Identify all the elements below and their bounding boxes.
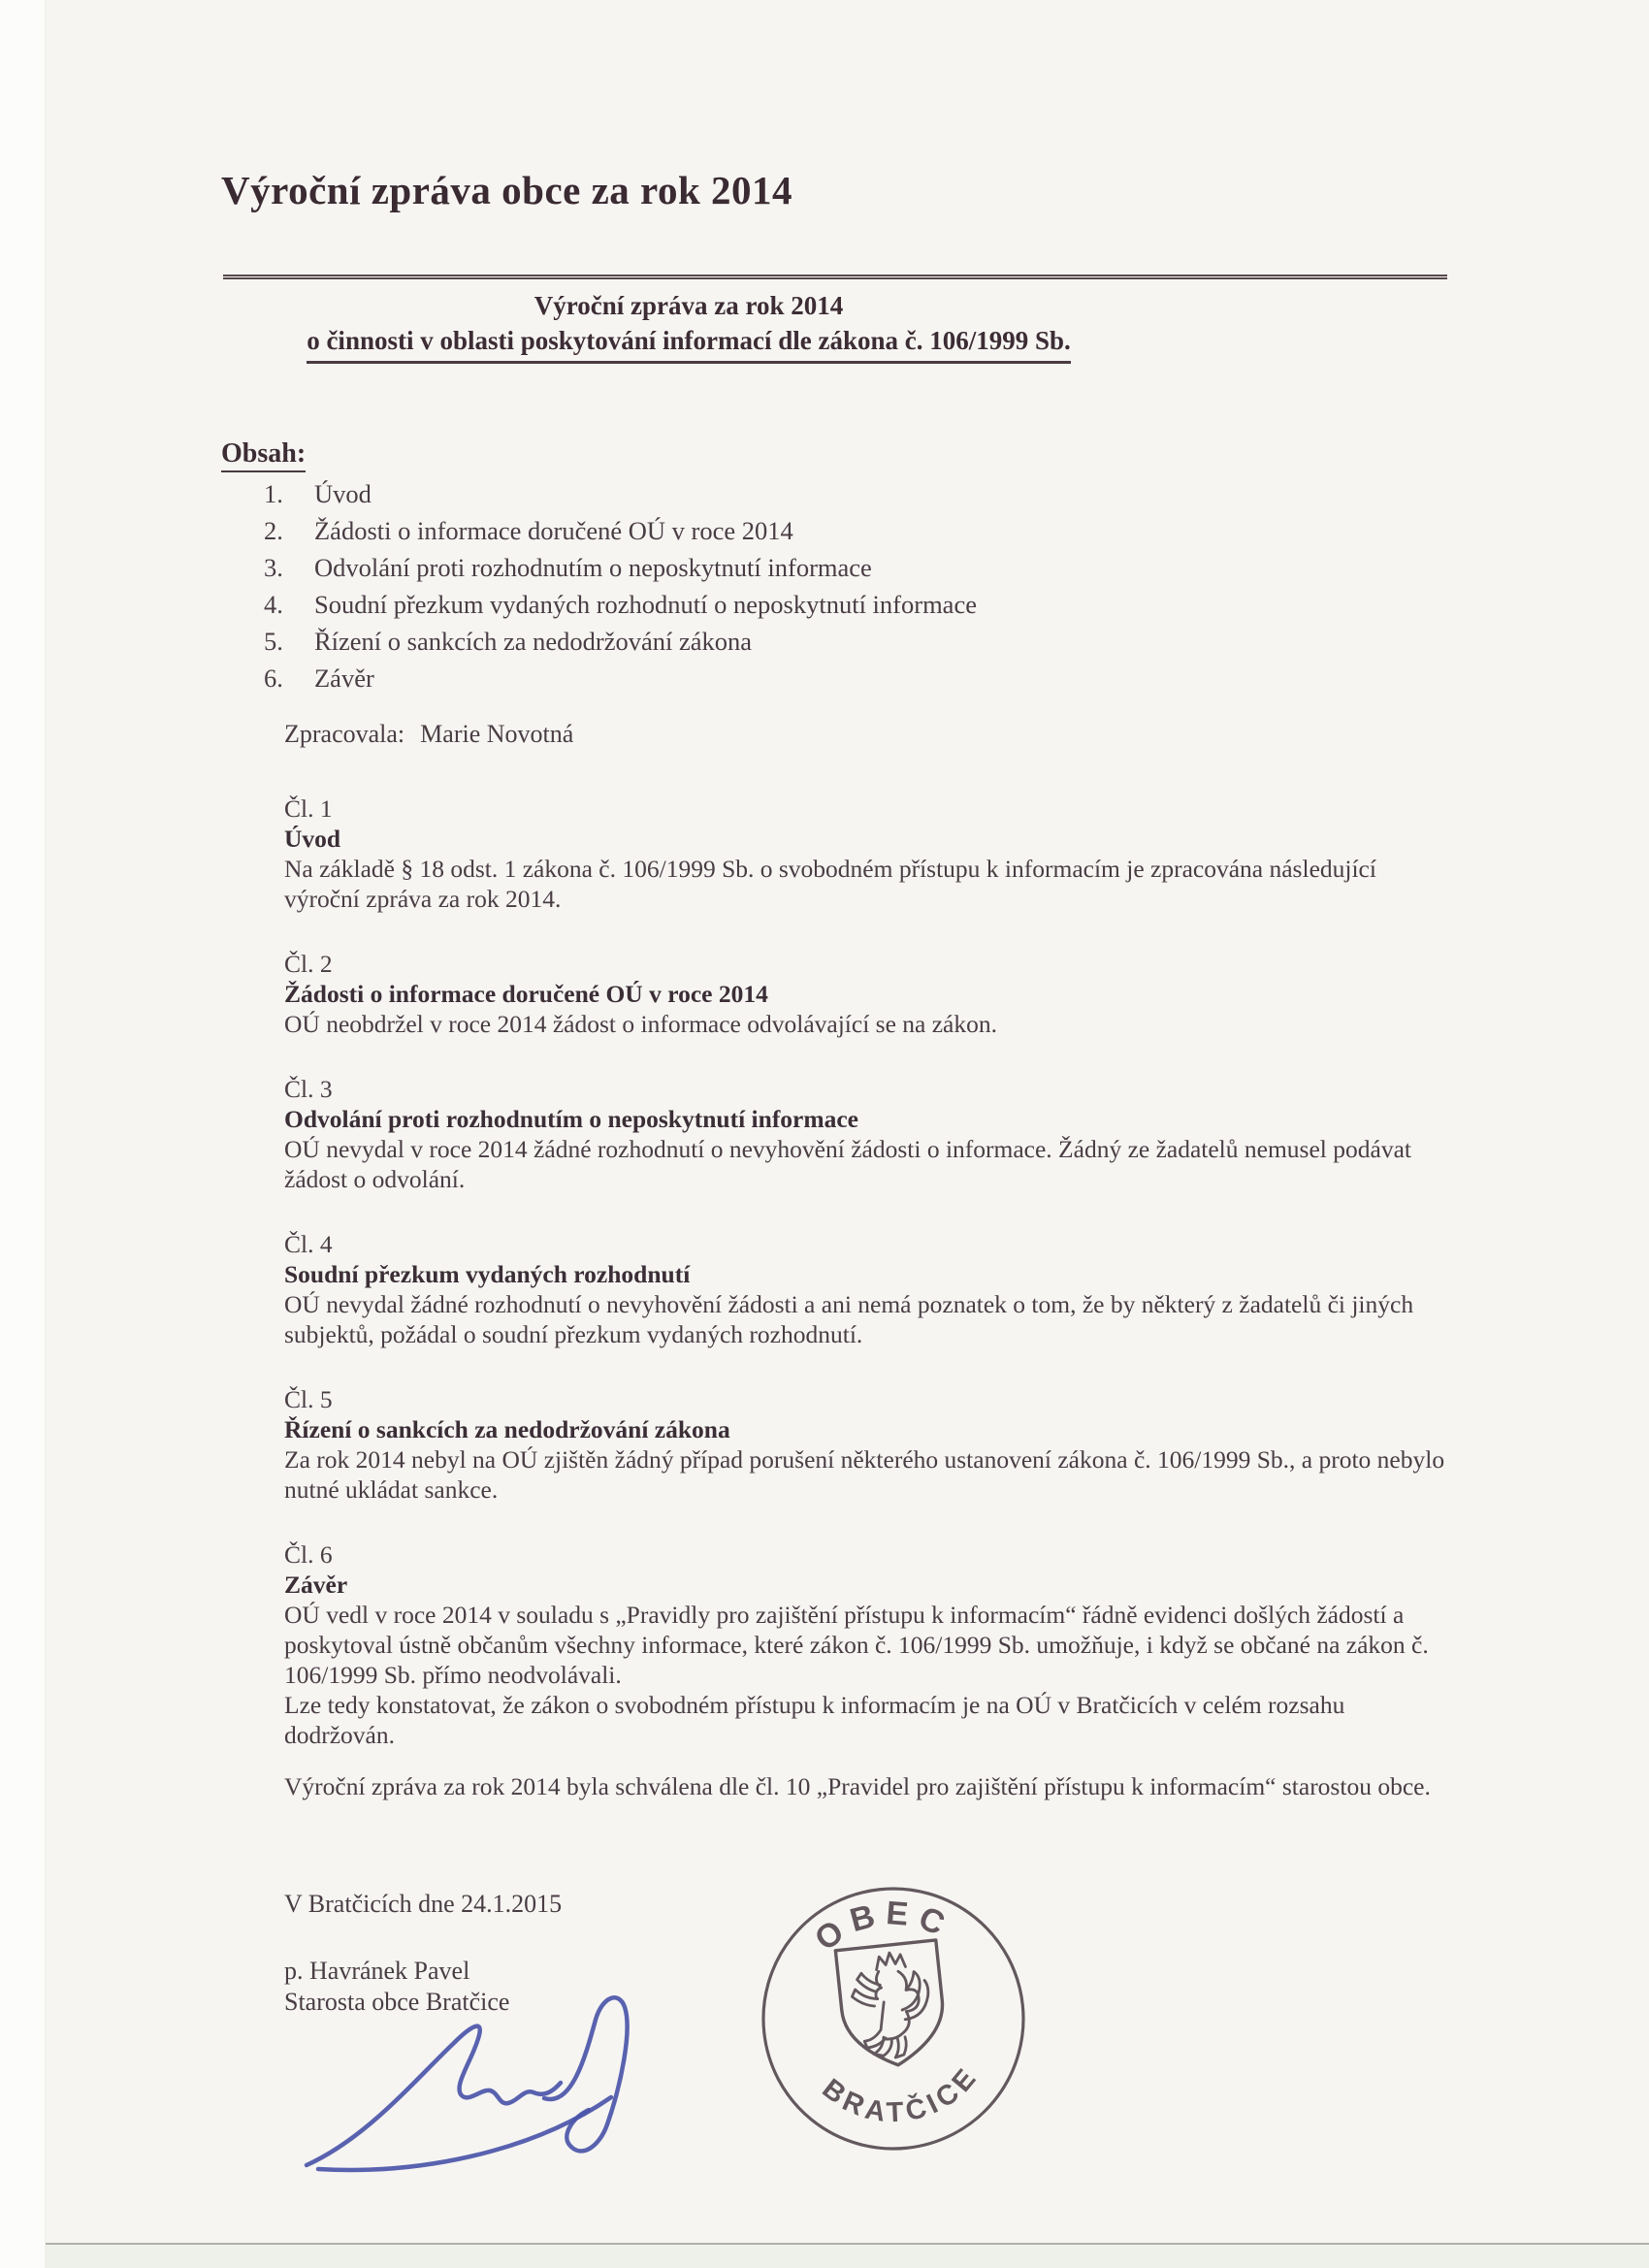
section-paragraph: OÚ nevydal žádné rozhodnutí o nevyhovění žádosti a ani nemá poznatek o tom, že by některý z žadatelů či jiných subjektů, požádal o soudní přezkum vydaných rozhodnutí. [284,1290,1414,1348]
toc-heading: Obsah: [221,438,306,472]
article-section [284,949,1448,1039]
stamp-bottom-text: BRATČICE [816,2059,986,2129]
stamp-coat-of-arms-icon [835,1940,948,2070]
handwritten-signature [289,1954,722,2185]
toc-item-label: Závěr [314,664,374,693]
article-paragraphs [284,1600,1448,1750]
section-paragraph: OÚ vedl v roce 2014 v souladu s „Pravidly pro zajištění přístupu k informacím“ řádně evidenci došlých žádostí a poskytoval ústně občanům všechny informace, které zákon č. 106/1999 Sb. umožňuje, i když se občané na zákon č. 106/1999 Sb. přímo neodvolávali. [284,1601,1429,1689]
article-heading: Žádosti o informace doručené OÚ v roce 2014 [284,980,768,1008]
article-section [284,1074,1448,1194]
toc-item-number: 2. [264,516,283,545]
scan-edge-left [0,0,46,2268]
article-heading: Závěr [284,1571,348,1599]
toc-list [264,475,977,697]
article-paragraphs [284,854,1448,914]
section-paragraph: Za rok 2014 nebyl na OÚ zjištěn žádný případ porušení některého ustanovení zákona č. 106/1999 Sb., a proto nebylo nutné ukládat sankce. [284,1445,1445,1504]
article-number: Čl. 1 [284,794,333,823]
report-subtitle [223,288,1154,364]
toc-item-label: Odvolání proti rozhodnutím o neposkytnutí informace [314,553,872,582]
section-paragraph: OÚ nevydal v roce 2014 žádné rozhodnutí o nevyhovění žádosti o informace. Žádný ze žadatelů nemusel podávat žádost o odvolání. [284,1135,1411,1193]
toc-item [264,623,977,660]
toc-item-number: 6. [264,664,283,693]
report-subtitle-line2: o činnosti v oblasti poskytování informací dle zákona č. 106/1999 Sb. [307,323,1071,364]
article-paragraphs [284,1134,1448,1194]
stamp-top-text: OBEC [808,1895,958,1959]
article-heading: Soudní přezkum vydaných rozhodnutí [284,1260,691,1288]
toc-item-number: 1. [264,479,283,508]
article-paragraphs [284,1289,1448,1349]
article-section [284,1229,1448,1349]
toc-item-label: Řízení o sankcích za nedodržování zákona [314,627,753,656]
toc-item-number: 5. [264,627,283,656]
article-section [284,1384,1448,1505]
section-paragraph: OÚ neobdržel v roce 2014 žádost o informace odvolávající se na zákon. [284,1010,997,1038]
toc-item [264,512,977,549]
article-section [284,1539,1448,1750]
toc-item-number: 4. [264,590,283,619]
official-stamp [745,1870,1042,2167]
toc-item-label: Úvod [314,479,372,508]
article-heading: Řízení o sankcích za nedodržování zákona [284,1415,730,1443]
section-paragraph: Na základě § 18 odst. 1 zákona č. 106/1999 Sb. o svobodném přístupu k informacím je zpracována následující výroční zpráva za rok 2014. [284,855,1376,913]
article-heading: Úvod [284,825,341,853]
toc-item-label: Soudní přezkum vydaných rozhodnutí o neposkytnutí informace [314,590,977,619]
article-heading: Odvolání proti rozhodnutím o neposkytnutí informace [284,1105,859,1133]
article-section [284,794,1448,914]
prepared-by-name: Marie Novotná [420,720,574,748]
place-and-date: V Bratčicích dne 24.1.2015 [284,1890,563,1918]
article-number: Čl. 6 [284,1540,333,1569]
signatory-title: Starosta obce Bratčice [284,1988,510,2016]
signatory-name: p. Havránek Pavel [284,1957,470,1985]
sections [284,794,1448,1785]
toc-item-label: Žádosti o informace doručené OÚ v roce 2014 [314,516,793,545]
article-paragraphs [284,1009,1448,1039]
signature-stroke [307,2026,561,2165]
scan-page-edge-shadow [45,2245,1649,2268]
page-title: Výroční zpráva obce za rok 2014 [221,168,793,212]
prepared-by-label: Zpracovala: [284,720,405,748]
article-number: Čl. 2 [284,950,333,978]
toc-item-number: 3. [264,553,283,582]
toc-item [264,660,977,697]
section-paragraph: Lze tedy konstatovat, že zákon o svobodném přístupu k informacím je na OÚ v Bratčicích v celém rozsahu dodržován. [284,1691,1345,1749]
toc-item [264,586,977,623]
title-divider [223,275,1447,279]
article-paragraphs [284,1444,1448,1505]
toc-item [264,475,977,512]
article-number: Čl. 4 [284,1230,333,1258]
article-number: Čl. 5 [284,1385,333,1413]
prepared-by [284,720,573,749]
toc-item [264,549,977,586]
article-number: Čl. 3 [284,1075,333,1103]
report-subtitle-line1: Výroční zpráva za rok 2014 [534,291,844,320]
approval-paragraph: Výroční zpráva za rok 2014 byla schválena dle čl. 10 „Pravidel pro zajištění přístupu k informacím“ starostou obce. [284,1772,1431,1800]
